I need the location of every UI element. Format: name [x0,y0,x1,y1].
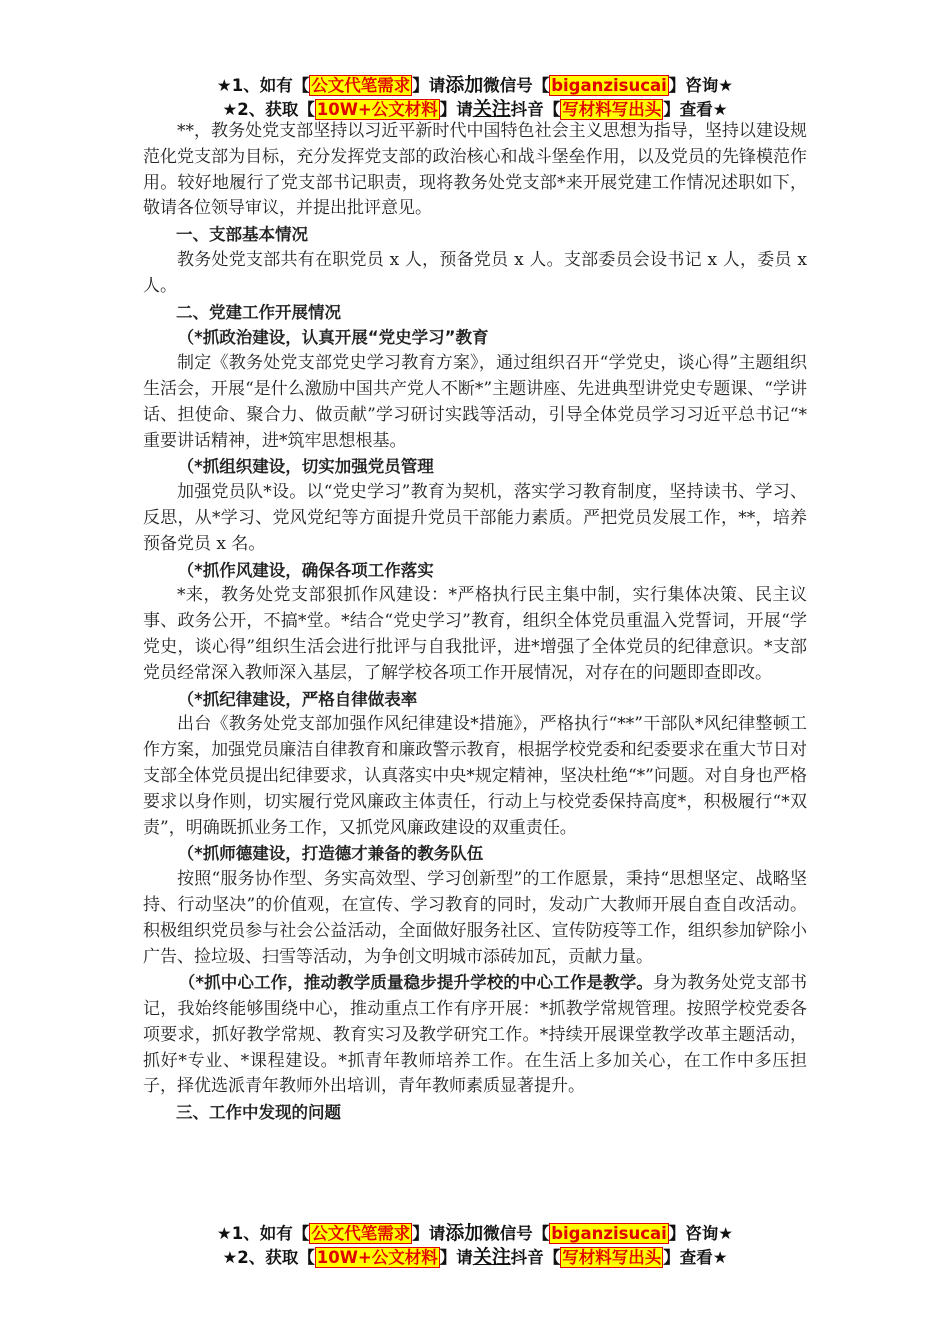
promo-text: 】请 [412,1224,446,1243]
promo-text: 】请 [439,100,473,119]
paragraph: 制定《教务处党支部党史学习教育方案》，通过组织召开“学党史，谈心得”主题组织生活会，开展“是什么激励中国共产党人不断*”主题讲座、先进典型讲党史专题课、“学讲话、担使命、聚合力、做贡献”学习研讨实践等活动，引导全体党员学习习近平总书记“*重要讲话精神，进*筑牢思想根基。 [143,353,807,451]
subsection-heading: （*抓纪律建设，严格自律做表率 [177,689,418,709]
paragraph [143,970,807,1100]
intro-paragraph: **，教务处党支部坚持以习近平新时代中国特色社会主义思想为指导，坚持以建设规范化党支部为目标，充分发挥党支部的政治核心和战斗堡垒作用，以及党员的先锋模范作用。较好地履行了党支部书记职责，现将教务处党支部*来开展党建工作情况述职如下，敬请各位领导审议，并提出批评意见。 [143,121,807,219]
promo-highlight: 公文代笔需求 [311,1224,411,1243]
promo-highlight: 10W+公文材料 [316,1248,438,1267]
promo-text: 】请 [412,76,446,95]
paragraph: 教务处党支部共有在职党员 x 人，预备党员 x 人。支部委员会设书记 x 人，委员 x 人。 [143,249,807,296]
promo-highlight: 10W+公文材料 [316,100,438,119]
section-heading: 三、工作中发现的问题 [176,1103,341,1123]
promo-text: 抖音【 [510,1248,561,1267]
paragraph: 按照“服务协作型、务实高效型、学习创新型”的工作愿景，秉持“思想坚定、战略坚持、行动坚决”的价值观，在宣传、学习教育的同时，发动广大教师开展自查自改活动。积极组织党员参与社会公益活动，全面做好服务社区、宣传防疫等工作，组织参加铲除小广告、捡垃圾、扫雪等活动，为争创文明城市添砖加瓦，贡献力量。 [143,869,807,967]
subsection-heading: （*抓作风建设，确保各项工作落实 [177,560,434,580]
subsection-heading: （*抓政治建设，认真开展“党史学习”教育 [177,328,489,348]
promo-line-2 [0,94,950,121]
subsection-heading: （*抓组织建设，切实加强党员管理 [177,457,434,477]
promo-text: ★1、如有【 [216,1224,310,1243]
promo-text: 抖音【 [510,100,561,119]
promo-line-1 [0,70,950,97]
paragraph: 加强党员队*设。以“党史学习”教育为契机，落实学习教育制度，坚持读书、学习、反思，从*学习、党风党纪等方面提升党员干部能力素质。严把党员发展工作，**，培养预备党员 x 名。 [143,482,807,554]
section-heading: 一、支部基本情况 [176,225,308,245]
promo-douyin-id: 写材料写出头 [562,1248,662,1267]
promo-line-2-bottom [0,1242,950,1269]
promo-text: 】查看★ [663,100,728,119]
promo-emphasis: 添加 [445,1222,484,1244]
promo-line-1-bottom [0,1218,950,1245]
promo-emphasis: 添加 [445,74,484,96]
promo-text: 】请 [439,1248,473,1267]
promo-highlight: 公文代笔需求 [311,76,411,95]
subsection-heading: （*抓师德建设，打造德才兼备的教务队伍 [177,844,484,864]
promo-text: 微信号【 [483,76,550,95]
promo-text: 】咨询★ [668,76,734,95]
promo-wechat-id: biganzisucai [551,76,667,95]
promo-text: ★2、获取【 [222,1248,315,1267]
document-body [143,119,807,1126]
subsection-heading: （*抓中心工作，推动教学质量稳步提升学校的中心工作是教学。 [178,973,653,993]
promo-emphasis: 关注 [472,1246,511,1268]
paragraph-text: 身为教务处党支部书记，我始终能够围绕中心，推动重点工作有序开展：*抓教学常规管理。按照学校党委各项要求，抓好教学常规、教育实习及教学研究工作。*持续开展课堂教学改革主题活动，抓好*专业、*课程建设。*抓青年教师培养工作。在生活上多加关心，在工作中多压担子，择优选派青年教师外出培训，青年教师素质显著提升。 [143,973,807,1097]
paragraph: 出台《教务处党支部加强作风纪律建设*措施》，严格执行“**”干部队*风纪律整顿工作方案，加强党员廉洁自律教育和廉政警示教育，根据学校党委和纪委要求在重大节日对支部全体党员提出纪律要求，认真落实中央*规定精神，坚决杜绝“*”问题。对自身也严格要求以身作则，切实履行党风廉政主体责任，行动上与校党委保持高度*，积极履行“*双责”，明确既抓业务工作，又抓党风廉政建设的双重责任。 [143,714,807,838]
promo-text: 微信号【 [483,1224,550,1243]
paragraph: *来，教务处党支部狠抓作风建设：*严格执行民主集中制，实行集体决策、民主议事、政务公开，不搞*堂。*结合“党史学习”教育，组织全体党员重温入党誓词，开展“学党史，谈心得”组织生活会进行批评与自我批评，进*增强了全体党员的纪律意识。*支部党员经常深入教师深入基层，了解学校各项工作开展情况，对存在的问题即查即改。 [143,585,807,683]
section-heading: 二、党建工作开展情况 [176,302,341,322]
promo-emphasis: 关注 [472,98,511,120]
promo-douyin-id: 写材料写出头 [562,100,662,119]
promo-text: 】咨询★ [668,1224,734,1243]
promo-text: ★1、如有【 [216,76,310,95]
promo-wechat-id: biganzisucai [551,1224,667,1243]
promo-text: 】查看★ [663,1248,728,1267]
promo-text: ★2、获取【 [222,100,315,119]
